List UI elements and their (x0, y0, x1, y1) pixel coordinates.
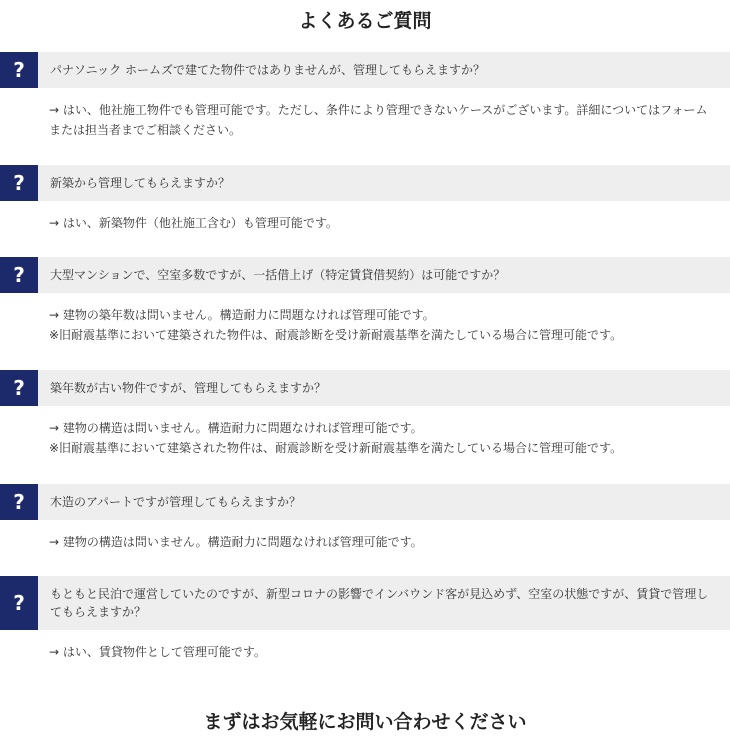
question-mark-icon: ? (0, 370, 38, 406)
faq-answer-line: → 建物の構造は問いません。構造耐力に問題なければ管理可能です。 (49, 421, 423, 435)
faq-item (0, 52, 730, 140)
faq-answer-line: → 建物の築年数は問いません。構造耐力に問題なければ管理可能です。 (49, 308, 435, 322)
faq-question-row (0, 370, 730, 406)
faq-answer-line: ※旧耐震基準において建築された物件は、耐震診断を受け新耐震基準を満たしている場合に管理可能です。 (49, 328, 623, 342)
faq-answer (0, 305, 730, 345)
faq-question: 築年数が古い物件ですが、管理してもらえますか？ (50, 381, 327, 395)
faq-question-row (0, 52, 730, 88)
faq-answer-line: → 建物の構造は問いません。構造耐力に問題なければ管理可能です。 (49, 535, 423, 549)
faq-answer (0, 213, 730, 233)
faq-question: 大型マンションで、空室多数ですが、一括借上げ（特定賃貸借契約）は可能ですか？ (50, 268, 506, 282)
faq-item (0, 370, 730, 458)
faq-answer (0, 100, 730, 140)
faq-answer-line: → はい、新築物件（他社施工含む）も管理可能です。 (49, 216, 338, 230)
faq-question: 新築から管理してもらえますか？ (50, 176, 231, 190)
faq-question-row (0, 257, 730, 293)
question-mark-icon: ? (0, 576, 38, 630)
faq-question-row (0, 484, 730, 520)
faq-answer-line: ※旧耐震基準において建築された物件は、耐震診断を受け新耐震基準を満たしている場合に管理可能です。 (49, 441, 623, 455)
question-mark-icon: ? (0, 484, 38, 520)
faq-answer-line: → はい、賃貸物件として管理可能です。 (49, 645, 266, 659)
question-mark-icon: ? (0, 257, 38, 293)
faq-title: よくあるご質問 (298, 10, 432, 32)
faq-answer (0, 418, 730, 458)
question-mark-icon: ? (0, 52, 38, 88)
faq-item (0, 484, 730, 552)
faq-question: もともと民泊で運営していたのですが、新型コロナの影響でインバウンド客が見込めず、空室の状態ですが、賃貸で管理してもらえますか？ (50, 587, 709, 619)
faq-item (0, 165, 730, 233)
question-mark-icon: ? (0, 165, 38, 201)
faq-answer (0, 532, 730, 552)
faq-answer (0, 642, 730, 662)
faq-question: 木造のアパートですが管理してもらえますか？ (50, 495, 302, 509)
faq-answer-line: または担当者までご相談ください。 (49, 123, 242, 137)
faq-item (0, 576, 730, 662)
contact-cta-title: まずはお気軽にお問い合わせください (203, 711, 527, 733)
faq-answer-line: → はい、他社施工物件でも管理可能です。ただし、条件により管理できないケースがございます。詳細についてはフォーム (49, 103, 708, 117)
faq-question: パナソニック ホームズで建てた物件ではありませんが、管理してもらえますか？ (50, 63, 485, 77)
faq-question-row (0, 165, 730, 201)
faq-question-row (0, 576, 730, 630)
faq-item (0, 257, 730, 345)
